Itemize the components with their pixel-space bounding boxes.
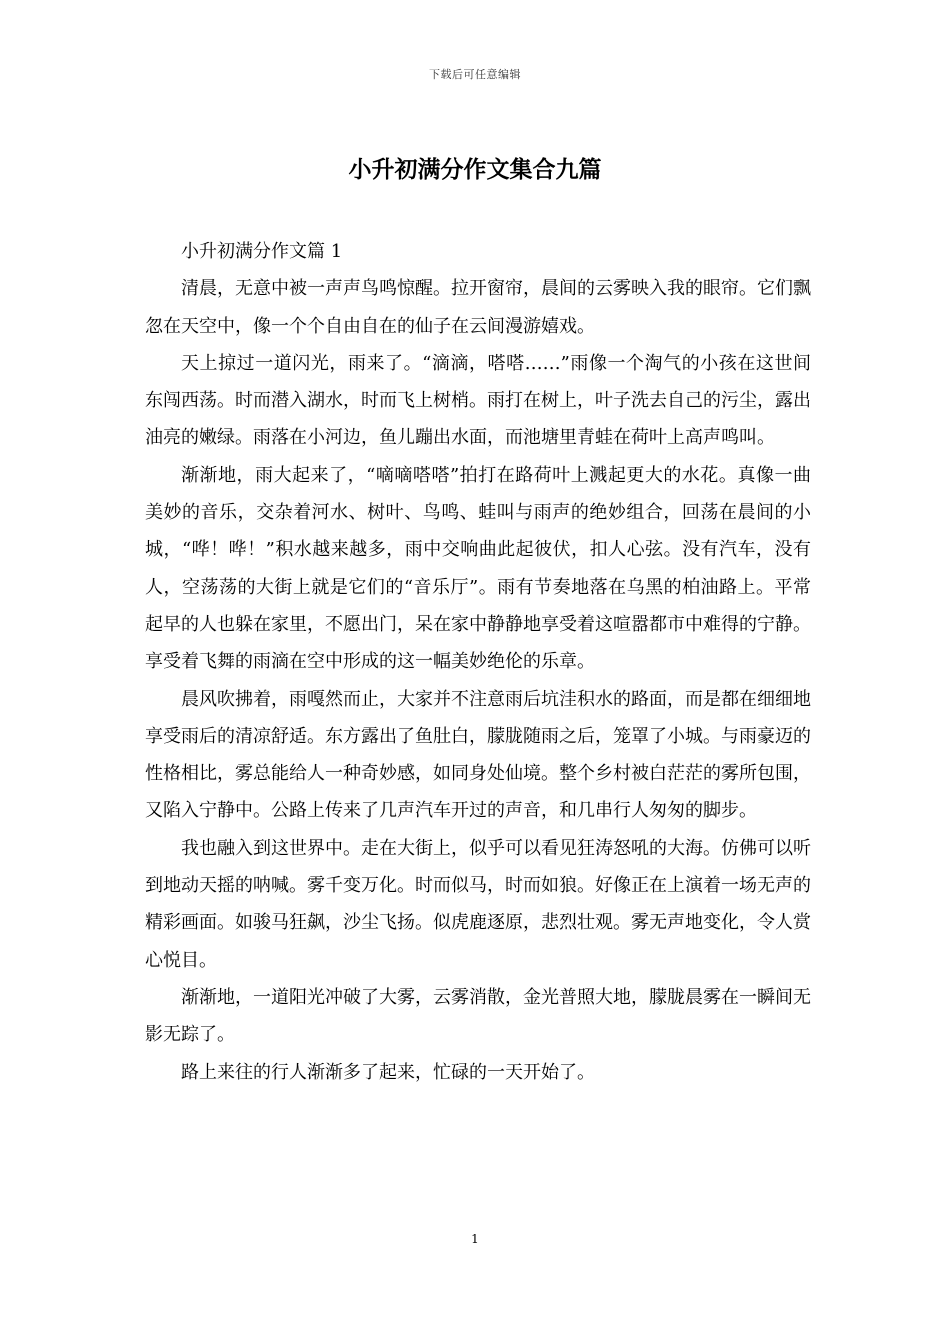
page-number: 1: [471, 1232, 479, 1246]
header-note: 下载后可任意编辑: [429, 68, 521, 81]
paragraph-3: 渐渐地，雨大起来了，“嘀嘀嗒嗒”拍打在路荷叶上溅起更大的水花。真像一曲美妙的音乐，交杂着河水、树叶、鸟鸣、蛙叫与雨声的绝妙组合，回荡在晨间的小城，“哗！哗！”积水越来越多，雨中交响曲此起彼伏，扣人心弦。没有汽车，没有人，空荡荡的大街上就是它们的“音乐厅”。雨有节奏地落在乌黑的柏油路上。平常起早的人也躲在家里，不愿出门，呆在家中静静地享受着这喧嚣都市中难得的宁静。享受着飞舞的雨滴在空中形成的这一幅美妙绝伦的乐章。: [145, 464, 811, 673]
paragraph-5: 我也融入到这世界中。走在大街上，似乎可以看见狂涛怒吼的大海。仿佛可以听到地动天摇的呐喊。雾千变万化。时而似马，时而如狼。好像正在上演着一场无声的精彩画面。如骏马狂飙，沙尘飞扬。似虎鹿逐原，悲烈壮观。雾无声地变化，令人赏心悦目。: [145, 837, 811, 971]
paragraph-6: 渐渐地，一道阳光冲破了大雾，云雾消散，金光普照大地，朦胧晨雾在一瞬间无影无踪了。: [145, 986, 811, 1046]
section-heading: 小升初满分作文篇 1: [181, 241, 343, 262]
document-title: 小升初满分作文集合九篇: [348, 156, 602, 183]
paragraph-7: 路上来往的行人渐渐多了起来，忙碌的一天开始了。: [181, 1061, 595, 1083]
paragraph-2: 天上掠过一道闪光，雨来了。“滴滴，嗒嗒……”雨像一个淘气的小孩在这世间东闯西荡。时而潜入湖水，时而飞上树梢。雨打在树上，叶子洗去自己的污尘，露出油亮的嫩绿。雨落在小河边，鱼儿蹦出水面，而池塘里青蛙在荷叶上高声鸣叫。: [145, 352, 811, 449]
paragraph-4: 晨风吹拂着，雨嘎然而止，大家并不注意雨后坑洼积水的路面，而是都在细细地享受雨后的清凉舒适。东方露出了鱼肚白，朦胧随雨之后，笼罩了小城。与雨豪迈的性格相比，雾总能给人一种奇妙感，如同身处仙境。整个乡村被白茫茫的雾所包围，又陷入宁静中。公路上传来了几声汽车开过的声音，和几串行人匆匆的脚步。: [145, 688, 811, 822]
paragraph-1: 清晨，无意中被一声声鸟鸣惊醒。拉开窗帘，晨间的云雾映入我的眼帘。它们飘忽在天空中，像一个个自由自在的仙子在云间漫游嬉戏。: [145, 278, 811, 337]
document-body: [145, 233, 811, 1091]
